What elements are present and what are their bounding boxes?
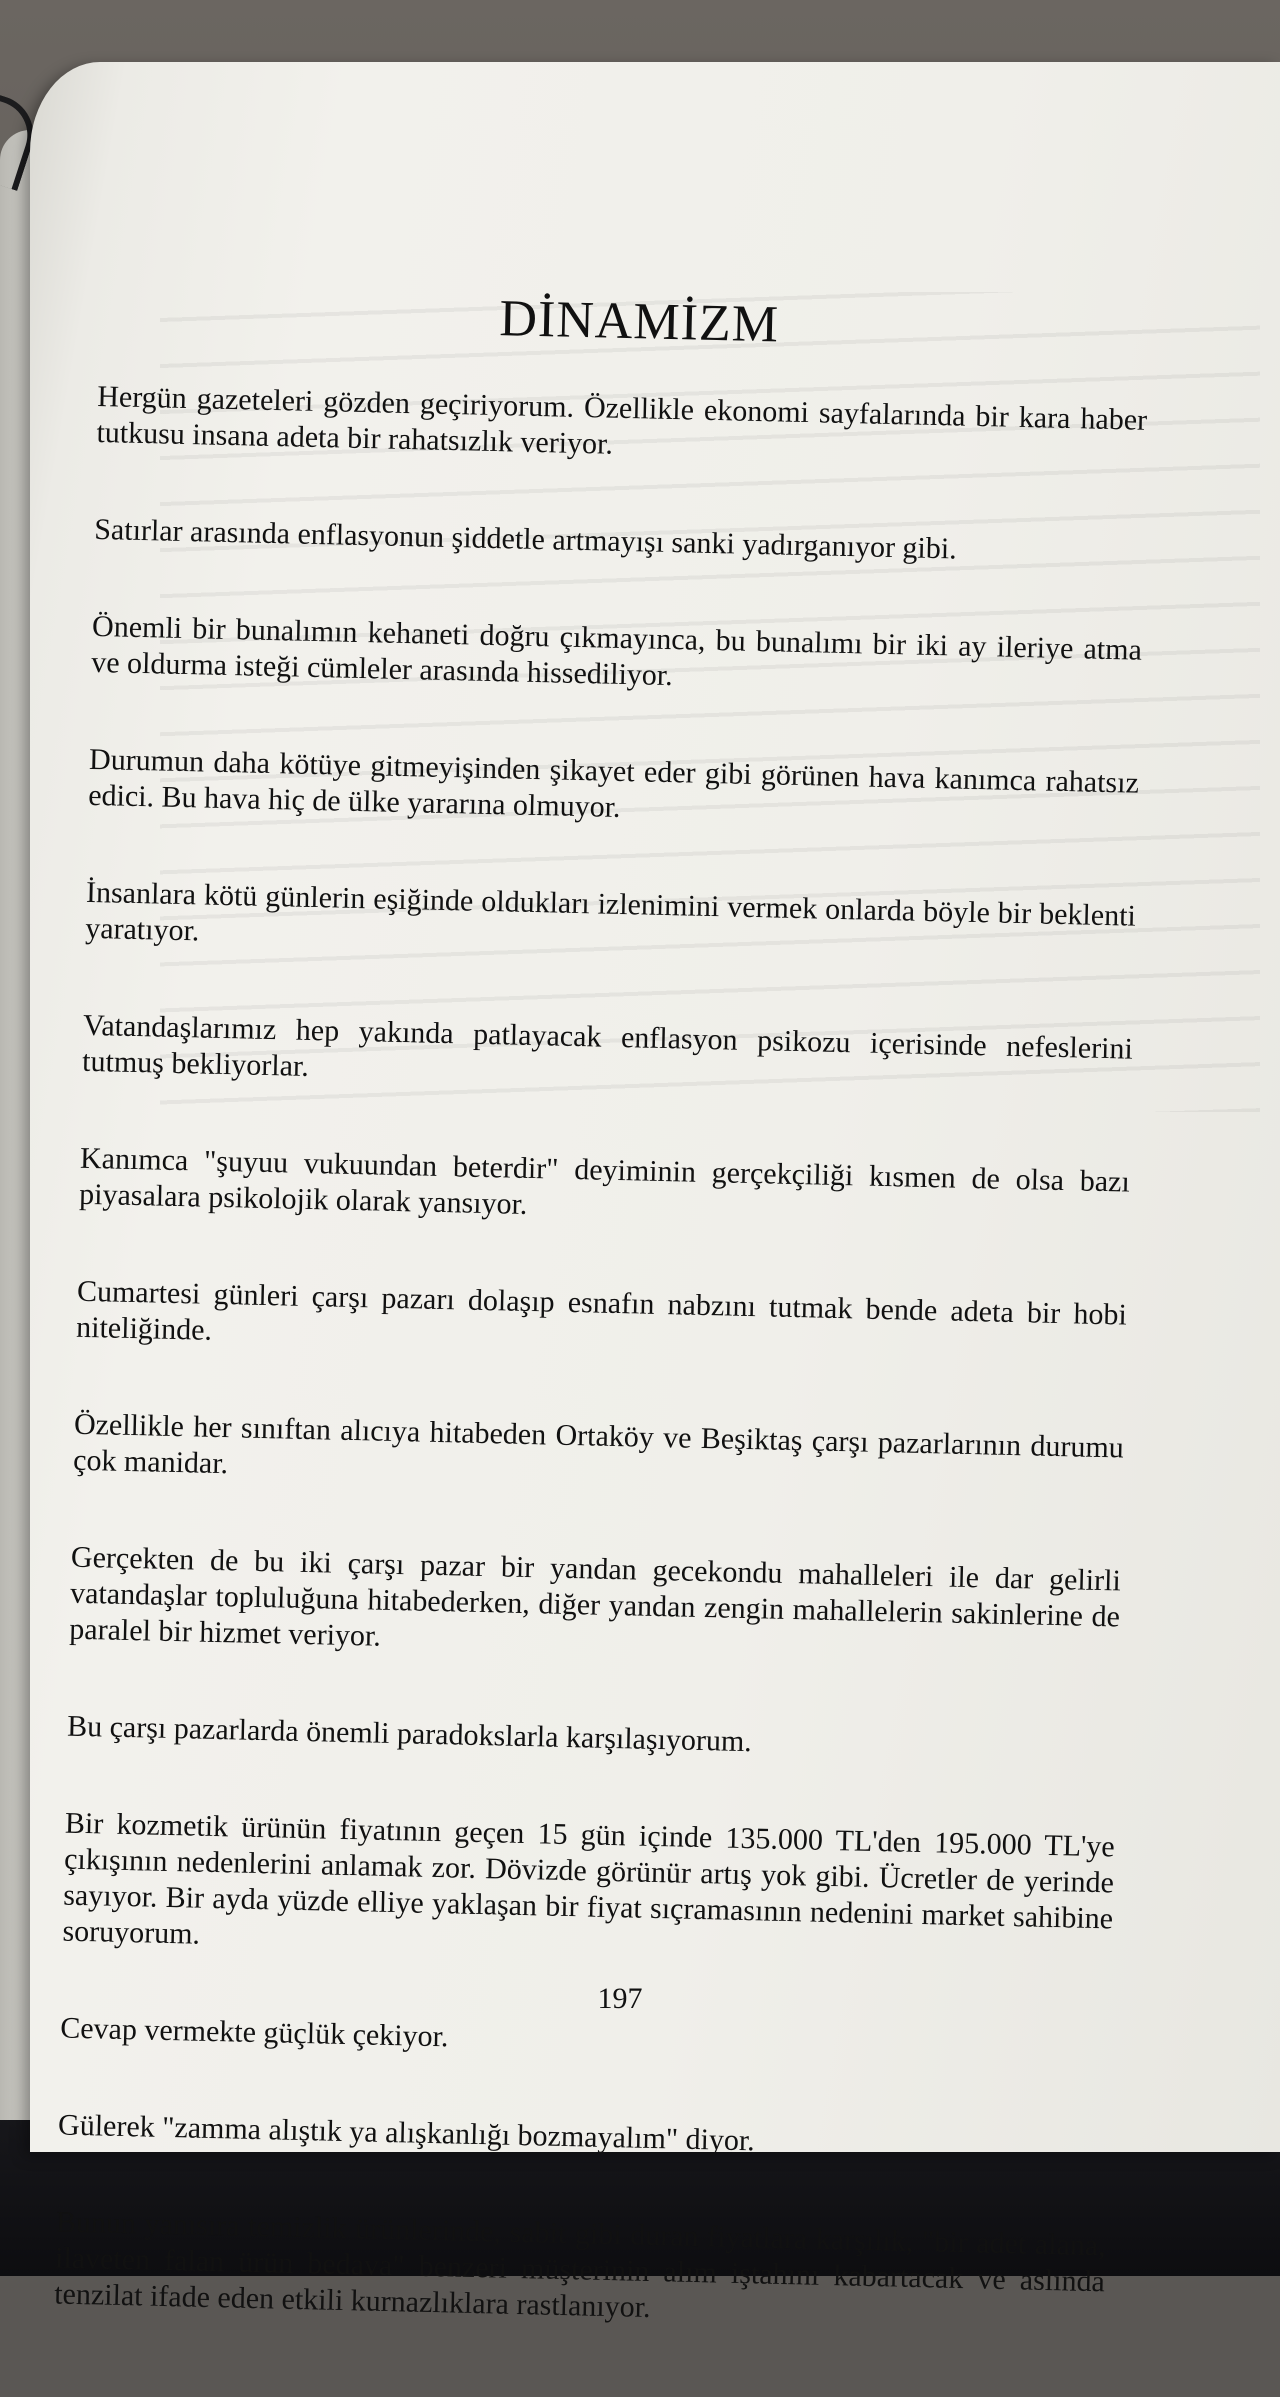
page-number: 197 xyxy=(597,1982,643,2015)
paragraph: Kanımca "şuyuu vukuundan beterdir" deyiminin gerçekçiliği kısmen de olsa bazı piyasalara psikolojik olarak yansıyor. xyxy=(78,1141,1131,1221)
paragraph: Satırlar arasında enflasyonun şiddetle artmayışı sanki yadırganıyor gibi. xyxy=(93,512,958,566)
paragraph: İnsanlara kötü günlerin eşiğinde oldukları izlenimini vermek onlarda böyle bir beklenti yaratıyor. xyxy=(84,875,1137,948)
paragraph: Durumun daha kötüye gitmeyişinden şikayet eder gibi görünen hava kanımca rahatsız edici. Bu hava hiç de ülke yararına olmuyor. xyxy=(87,742,1140,824)
paragraph: Özellikle her sınıftan alıcıya hitabeden Ortaköy ve Beşiktaş çarşı pazarlarının durumu çok manidar. xyxy=(72,1407,1125,1481)
paragraph: Cumartesi günleri çarşı pazarı dolaşıp esnafın nabzını tutmak bende adeta bir hobi niteliğinde. xyxy=(75,1274,1128,1347)
paragraph: Hergün gazeteleri gözden geçiriyorum. Özellikle ekonomi sayfalarında bir kara haber tutkusu insana adeta bir rahatsızlık veriyor. xyxy=(96,379,1148,461)
paragraph: Vatandaşlarımız hep yakında patlayacak enflasyon psikozu içerisinde nefeslerini tutmuş bekliyorlar. xyxy=(81,1008,1134,1083)
paragraph: Gerçekten de bu iki çarşı pazar bir yandan gecekondu mahalleleri ile dar gelirli vatandaşlar topluluğuna hitabederken, diğer yandan zengin mahallelerin sakinlerine de paralel bir hizmet veriyor. xyxy=(69,1540,1122,1653)
paragraph: Bir kozmetik ürünün fiyatının geçen 15 gün içinde 135.000 TL'den 195.000 TL'ye çıkışının nedenlerini anlamak zor. Dövizde görünür artış yok gibi. Ücretler de yerinde sayıyor. Bir ayda yüzde elliye yaklaşan bir fiyat sıçramasının nedenini market sahibine soruyorum. xyxy=(62,1806,1116,1951)
paragraph: Bunun yanısıra temizlik ürünlerinde, sabit gibi duran fiyatlara karşılık, "bir adet alana, ilaveten falan ürün bedava" benzeri müşterinin alım iştahını kabartacak ve aslında tenzilat ifade eden etkili kurnazlıklara rastlanıyor. xyxy=(53,2205,1107,2325)
paragraph: Gülerek "zamma alıştık ya alışkanlığı bozmayalım" diyor. xyxy=(57,2108,756,2158)
paragraph: Önemli bir bunalımın kehaneti doğru çıkmayınca, bu bunalımı bir iki ay ileriye atma ve oldurma isteği cümleler arasında hissediliyor. xyxy=(90,609,1143,693)
page-content xyxy=(52,280,1149,2397)
paragraph: Cevap vermekte güçlük çekiyor. xyxy=(59,2011,449,2054)
paragraph: Bu çarşı pazarlarda önemli paradokslarla karşılaşıyorum. xyxy=(66,1709,753,1759)
chapter-title: DİNAMİZM xyxy=(498,290,780,354)
